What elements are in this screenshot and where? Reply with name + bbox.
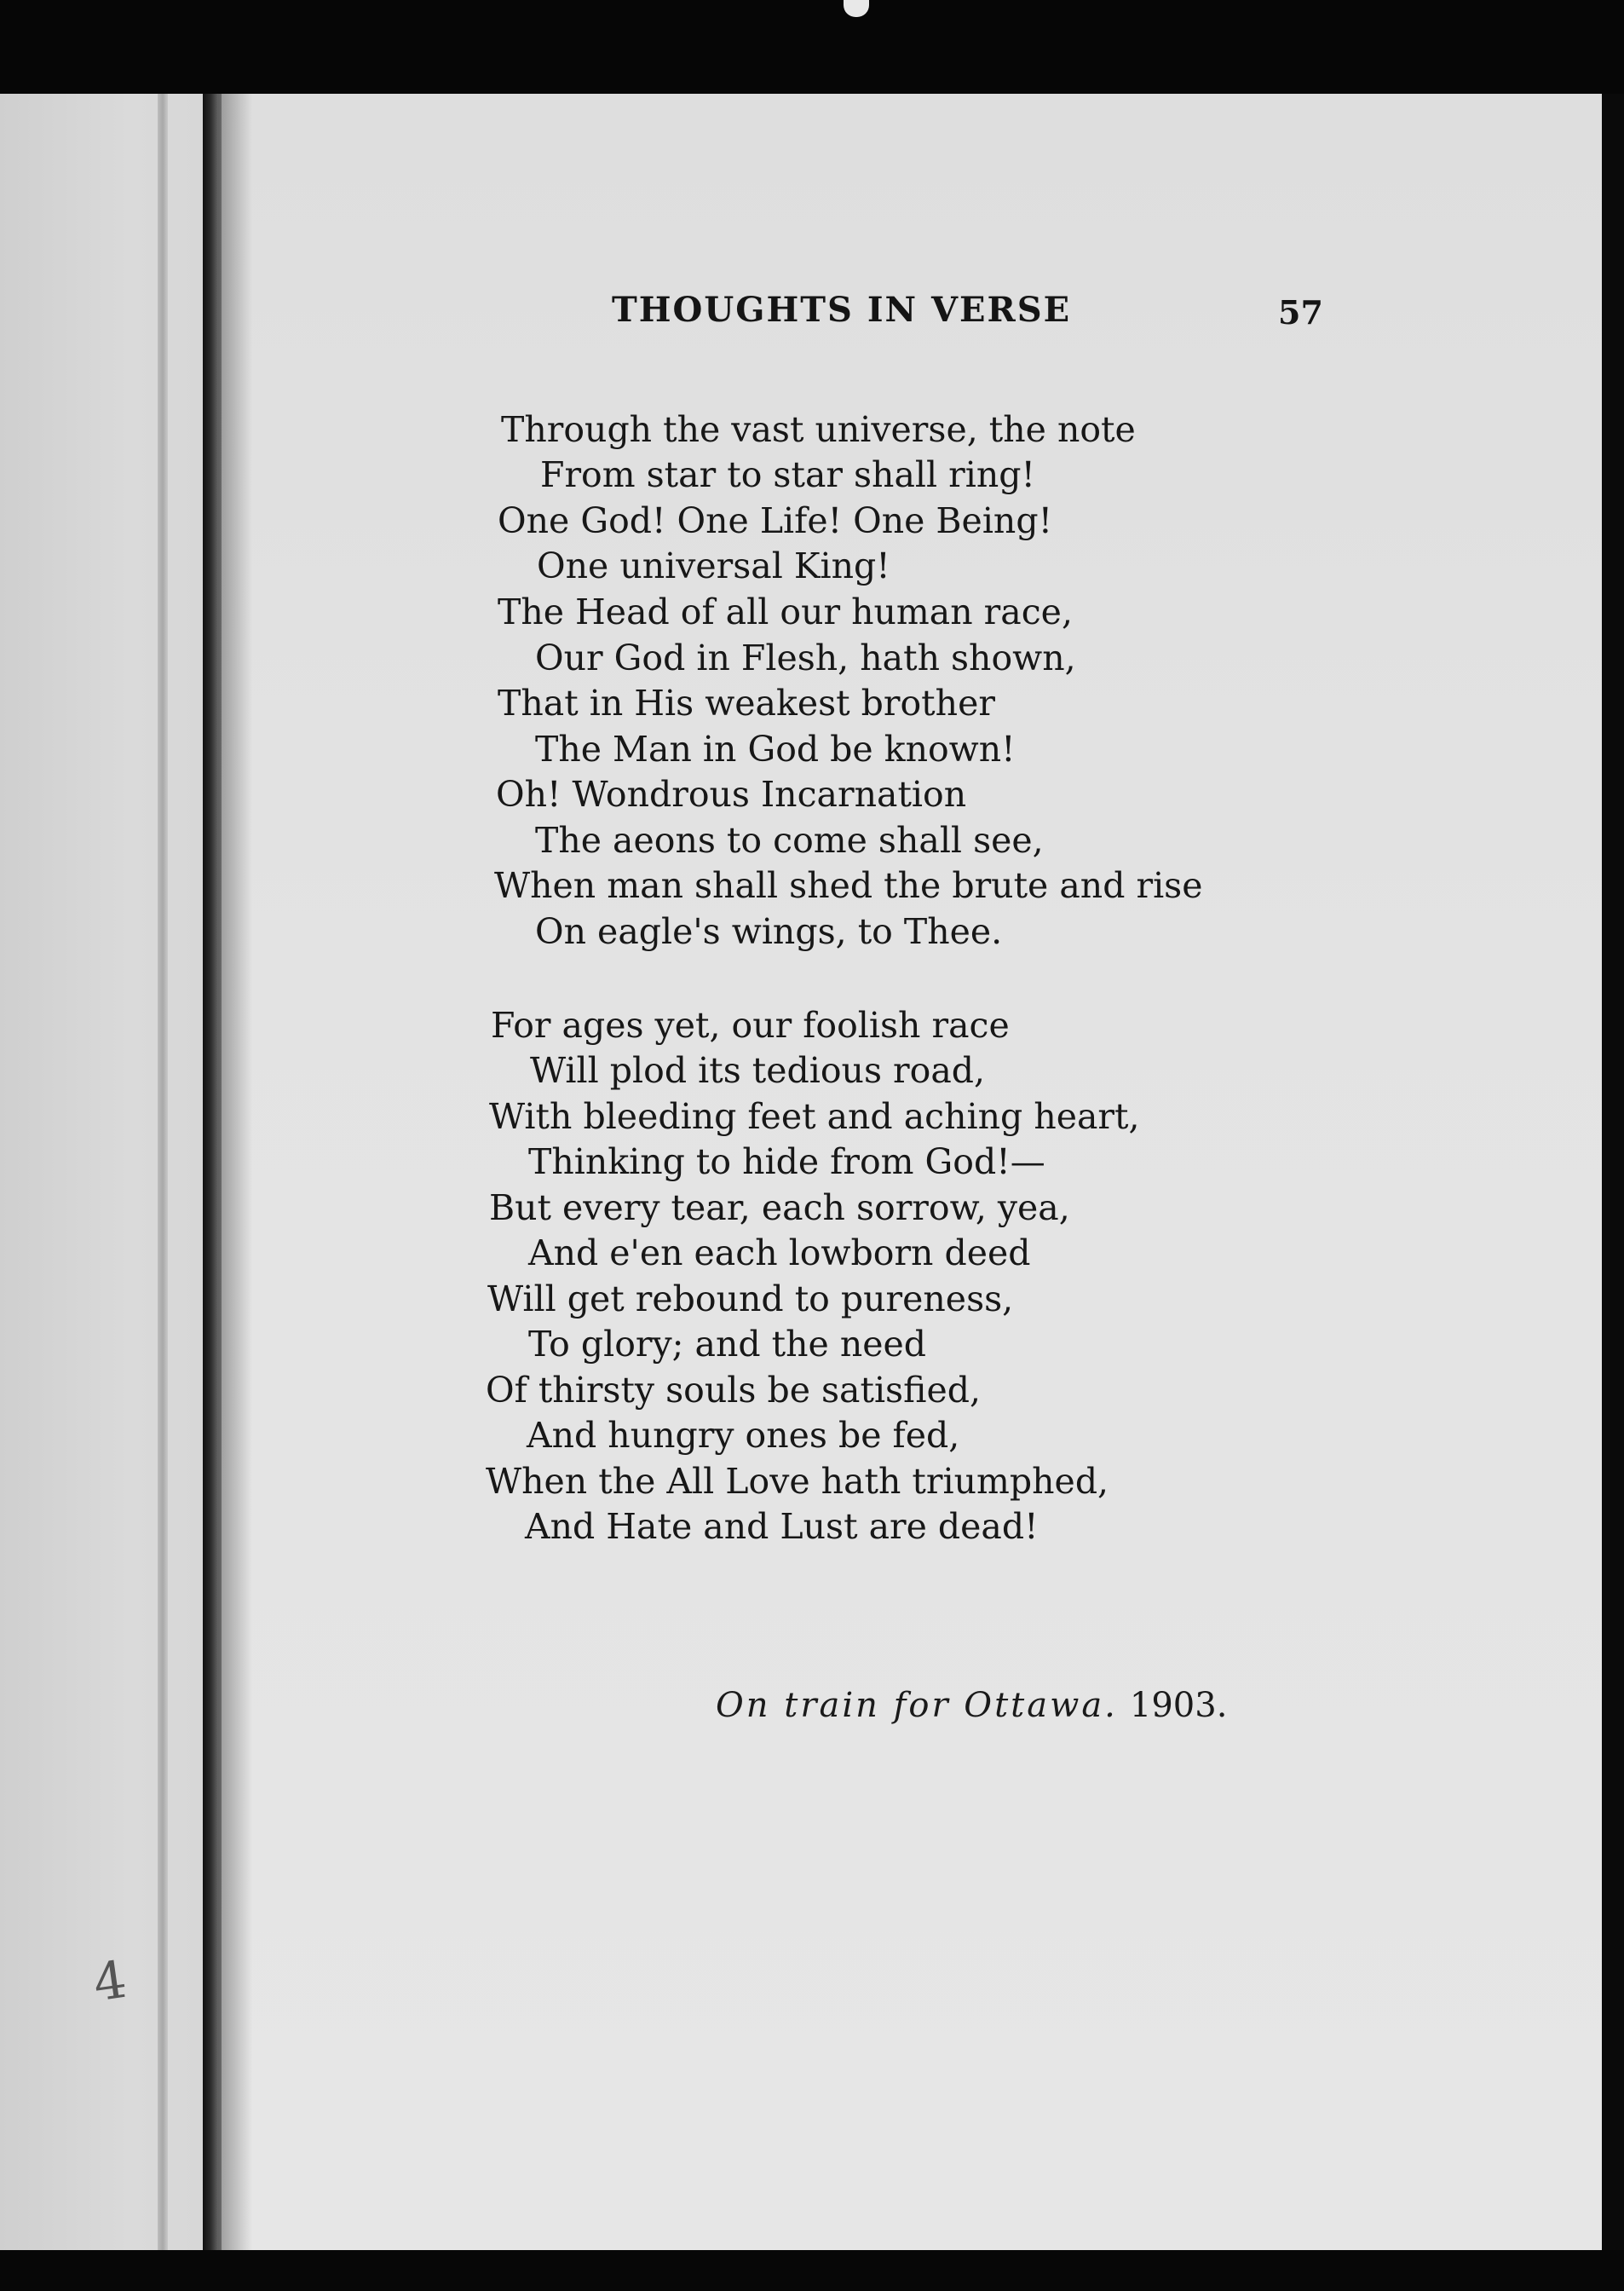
poem-line: To glory; and the need [528,1324,927,1365]
poem-line: And Hate and Lust are dead! [525,1506,1039,1547]
poem-line: Will plod its tedious road, [530,1050,986,1091]
signature-year: 1903. [1129,1686,1228,1725]
poem-line: But every tear, each sorrow, yea, [489,1187,1070,1228]
poem-line: One universal King! [537,545,890,586]
poem-line: And e'en each lowborn deed [528,1232,1031,1273]
poem-line: The aeons to come shall see, [535,820,1044,861]
gutter-shadow [218,94,252,2250]
poem-line: Will get rebound to pureness, [487,1278,1014,1319]
poem-signature [716,1686,1227,1725]
scan-bottom-border [0,2250,1624,2291]
facing-page-edge [158,94,168,2250]
poem-line: From star to star shall ring! [540,454,1036,495]
page-number: 57 [1278,293,1323,332]
poem-line: And hungry ones be fed, [527,1415,960,1456]
poem-line: One God! One Life! One Being! [498,500,1053,541]
poem-line: Through the vast universe, the note [501,409,1136,450]
poem-line: When man shall shed the brute and rise [494,865,1203,906]
poem-line: Thinking to hide from God!— [528,1141,1045,1182]
poem-line: With bleeding feet and aching heart, [489,1096,1140,1137]
poem-line: Our God in Flesh, hath shown, [535,638,1076,678]
facing-page [0,94,218,2250]
running-title: THOUGHTS IN VERSE [612,290,1072,330]
scan-top-border [0,0,1624,94]
signature-place: On train for Ottawa. [716,1686,1118,1725]
poem-line: When the All Love hath triumphed, [486,1461,1109,1502]
poem-line: Of thirsty souls be satisfied, [486,1370,981,1411]
poem-line: That in His weakest brother [498,683,995,724]
margin-pencil-note: 4 [89,1949,130,2014]
scan-right-border [1602,94,1624,2291]
poem-line: For ages yet, our foolish race [491,1005,1010,1046]
poem-line: The Head of all our human race, [498,592,1073,632]
poem-line: Oh! Wondrous Incarnation [496,774,967,815]
poem-line: On eagle's wings, to Thee. [535,911,1003,952]
poem-line: The Man in God be known! [535,729,1016,770]
